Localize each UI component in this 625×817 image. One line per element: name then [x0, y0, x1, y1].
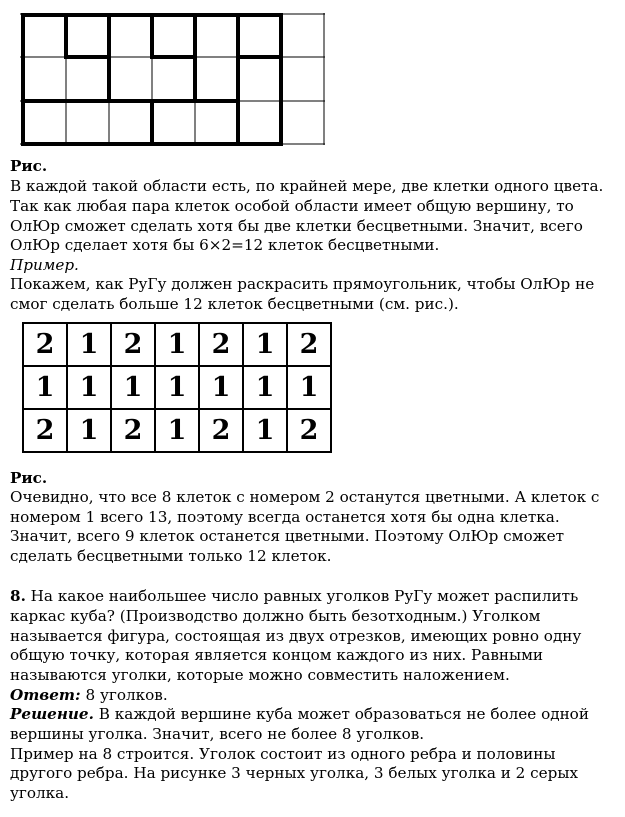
figure-caption-2: Рис. — [10, 469, 48, 487]
problem-first-line — [10, 587, 578, 607]
grid-cell: 1 — [287, 366, 331, 409]
problem-number: 8. — [10, 587, 26, 605]
example-label: Пример. — [10, 256, 79, 274]
paragraph-line: Так как любая пара клеток особой области имеет общую вершину, то — [10, 197, 574, 215]
paragraph-line: Покажем, как РуГу должен раскрасить прямоугольник, чтобы ОлЮр не — [10, 275, 595, 293]
grid-cell: 1 — [155, 409, 199, 452]
answer-text: 8 уголков. — [80, 686, 168, 704]
problem-line: каркас куба? (Производство должно быть безотходным.) Уголком — [10, 607, 541, 625]
solution-text: В каждой вершине куба может образоваться не более одной — [93, 705, 589, 723]
grid-cell: 2 — [23, 323, 67, 366]
partition-figure — [20, 13, 330, 148]
problem-line: называется фигура, состоящая из двух отрезков, имеющих ровно одну — [10, 627, 582, 645]
paragraph-line: сделать бесцветными только 12 клеток. — [10, 547, 332, 565]
grid-cell: 2 — [287, 409, 331, 452]
grid-cell: 1 — [243, 409, 287, 452]
grid-cell: 1 — [67, 366, 111, 409]
grid-row — [23, 366, 331, 409]
answer-label: Ответ: — [10, 686, 81, 704]
grid-cell: 1 — [155, 323, 199, 366]
problem-text: На какое наибольшее число равных уголков РуГу может распилить — [25, 587, 579, 605]
paragraph-line: смог сделать больше 12 клеток бесцветными (см. рис.). — [10, 295, 459, 313]
grid-row — [23, 323, 331, 366]
grid-cell: 1 — [67, 409, 111, 452]
grid-cell: 1 — [243, 366, 287, 409]
grid-cell: 1 — [243, 323, 287, 366]
paragraph-line: ОлЮр сделает хотя бы 6×2=12 клеток бесцветными. — [10, 236, 440, 254]
figure-caption-1: Рис. — [10, 157, 48, 175]
solution-line: другого ребра. На рисунке 3 черных уголка, 3 белых уголка и 2 серых — [10, 764, 579, 782]
grid-cell: 2 — [23, 409, 67, 452]
number-grid — [22, 322, 332, 453]
grid-cell: 2 — [111, 323, 155, 366]
grid-cell: 1 — [155, 366, 199, 409]
problem-line: общую точку, которая является концом каждого из них. Равными — [10, 646, 544, 664]
grid-cell: 1 — [67, 323, 111, 366]
paragraph-line: Значит, всего 9 клеток останется цветными. Поэтому ОлЮр сможет — [10, 527, 564, 545]
answer-line — [10, 686, 168, 706]
grid-cell: 2 — [199, 409, 243, 452]
paragraph-line: ОлЮр сможет сделать хотя бы две клетки бесцветными. Значит, всего — [10, 217, 583, 235]
solution-line: Пример на 8 строится. Уголок состоит из одного ребра и половины — [10, 745, 556, 763]
paragraph-line: Очевидно, что все 8 клеток с номером 2 останутся цветными. А клеток с — [10, 488, 600, 506]
grid-cell: 1 — [23, 366, 67, 409]
solution-first-line — [10, 705, 589, 725]
paragraph-line: номером 1 всего 13, поэтому всегда останется хотя бы одна клетка. — [10, 508, 560, 526]
grid-cell: 2 — [111, 409, 155, 452]
solution-label: Решение. — [10, 705, 94, 723]
solution-line: уголка. — [10, 784, 70, 802]
grid-cell: 2 — [287, 323, 331, 366]
problem-line: называются уголки, которые можно совместить наложением. — [10, 666, 510, 684]
grid-cell: 1 — [111, 366, 155, 409]
grid-cell: 2 — [199, 323, 243, 366]
grid-row — [23, 409, 331, 452]
paragraph-line: В каждой такой области есть, по крайней мере, две клетки одного цвета. — [10, 177, 604, 195]
grid-cell: 1 — [199, 366, 243, 409]
solution-line: вершины уголка. Значит, всего не более 8 уголков. — [10, 725, 425, 743]
